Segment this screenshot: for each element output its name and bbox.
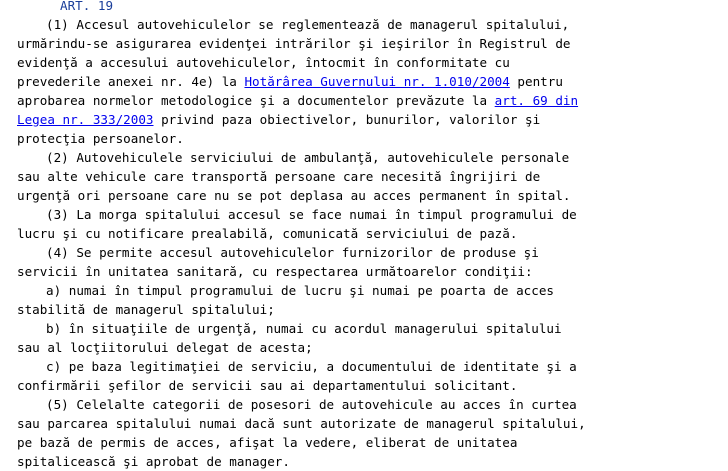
link-art-69-part2[interactable]: Legea nr. 333/2003: [17, 112, 154, 127]
p1-line-4-after: pentru: [509, 74, 563, 89]
p1-line-5: [17, 91, 578, 110]
p1-line-1: (1) Accesul autovehiculelor se reglementează de managerul spitalului,: [46, 17, 570, 32]
link-hotararea-guvernului[interactable]: Hotărârea Guvernului nr. 1.010/2004: [244, 74, 510, 89]
p1-line-6-after: privind paza obiectivelor, bunurilor, valorilor şi: [153, 112, 541, 127]
p2-line-1: (2) Autovehiculele serviciului de ambulanţă, autovehiculele personale: [46, 150, 570, 165]
p1-line-7: protecţia persoanelor.: [17, 131, 184, 146]
p1-line-3: evidenţă a accesului autovehiculelor, întocmit în conformitate cu: [17, 55, 510, 70]
p2-line-2: sau alte vehicule care transportă persoane care necesită îngrijiri de: [17, 169, 541, 184]
p5-line-3: pe bază de permis de acces, afişat la vedere, eliberat de unitatea: [17, 435, 518, 450]
link-art-69-part1[interactable]: art. 69 din: [494, 93, 579, 108]
p5-line-4: spitalicească şi aprobat de manager.: [17, 454, 290, 469]
p4-item-b-line-2: sau al locţiitorului delegat de acesta;: [17, 340, 313, 355]
p4-line-2: servicii în unitatea sanitară, cu respectarea următoarelor condiţii:: [17, 264, 533, 279]
article-title: ART. 19: [60, 0, 114, 13]
p5-line-2: sau parcarea spitalului numai dacă sunt autorizate de managerul spitalului,: [17, 416, 586, 431]
p2-line-3: urgenţă ori persoane care nu se pot deplasa au acces permanent în spital.: [17, 188, 571, 203]
p4-item-b-line-1: b) în situaţiile de urgenţă, numai cu acordul managerului spitalului: [46, 321, 562, 336]
p1-line-4-before: prevederile anexei nr. 4e) la: [17, 74, 245, 89]
p4-line-1: (4) Se permite accesul autovehiculelor furnizorilor de produse şi: [46, 245, 539, 260]
p4-item-a-line-1: a) numai în timpul programului de lucru şi numai pe poarta de acces: [46, 283, 554, 298]
p5-line-1: (5) Celelalte categorii de posesori de autovehicule au acces în curtea: [46, 397, 577, 412]
p4-item-c-line-2: confirmării şefilor de servicii sau ai departamentului solicitant.: [17, 378, 518, 393]
p4-item-a-line-2: stabilită de managerul spitalului;: [17, 302, 275, 317]
p3-line-1: (3) La morga spitalului accesul se face numai în timpul programului de: [46, 207, 577, 222]
p1-line-2: urmărindu-se asigurarea evidenţei intrărilor şi ieşirilor în Registrul de: [17, 36, 571, 51]
p3-line-2: lucru şi cu notificare prealabilă, comunicată serviciului de pază.: [17, 226, 518, 241]
p1-line-4: [17, 72, 563, 91]
p1-line-6: [17, 110, 540, 129]
p1-line-5-before: aprobarea normelor metodologice şi a documentelor prevăzute la: [17, 93, 495, 108]
p4-item-c-line-1: c) pe baza legitimaţiei de serviciu, a documentului de identitate şi a: [46, 359, 577, 374]
